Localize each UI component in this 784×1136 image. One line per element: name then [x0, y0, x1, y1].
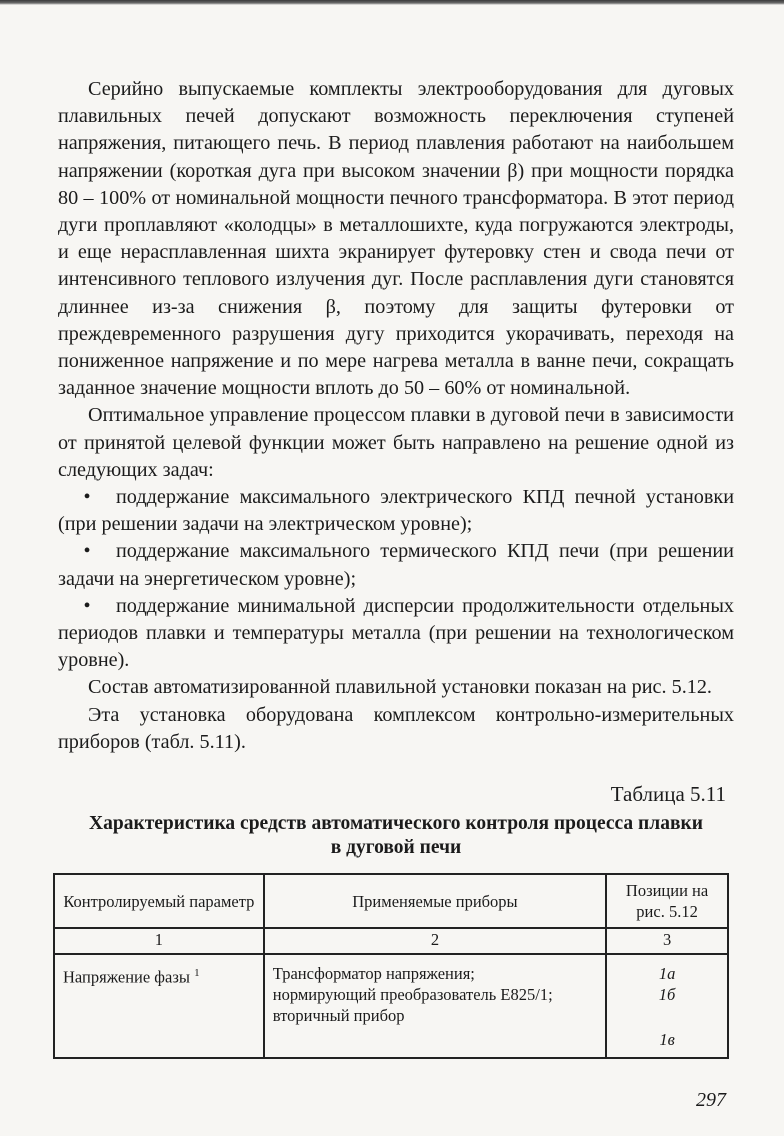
list-item-text: поддержание максимального термического КПД печи (при решении задачи на энергетическом уровне);	[58, 540, 734, 590]
table-caption: Таблица 5.11	[610, 782, 726, 806]
table-title-line-2: в дуговой печи	[330, 837, 462, 858]
parameter-text: Напряжение фазы	[63, 967, 190, 987]
device-item: Трансформатор напряжения;	[272, 964, 475, 983]
column-number: 3	[606, 928, 728, 954]
table-row	[54, 954, 728, 1058]
task-list	[58, 484, 734, 674]
list-item-text: поддержание минимальной дисперсии продолжительности отдельных периодов плавки и температуры металла (при решении на технологическом уровне).	[58, 594, 734, 672]
bullet-icon: •	[83, 594, 91, 617]
header-devices: Применяемые приборы	[264, 874, 606, 928]
page-number: 297	[696, 1089, 726, 1111]
table-title	[58, 812, 734, 860]
body-text	[58, 76, 734, 756]
paragraph-4: Эта установка оборудована комплексом контрольно-измерительных приборов (табл. 5.11).	[58, 703, 734, 753]
cell-parameter	[54, 954, 264, 1058]
position-item: 1а	[658, 964, 676, 983]
device-item: вторичный прибор	[272, 1006, 405, 1025]
table-header-row	[54, 874, 728, 928]
cell-positions	[606, 954, 728, 1058]
bullet-icon: •	[83, 486, 91, 509]
header-positions: Позиции на рис. 5.12	[606, 874, 728, 928]
list-item	[58, 538, 734, 592]
paragraph-2: Оптимальное управление процессом плавки в дуговой печи в зависимости от принятой целевой функции может быть направлено на решение одной из следующих задач:	[58, 404, 734, 481]
list-item	[58, 484, 734, 538]
instruments-table	[53, 873, 729, 1059]
list-item-text: поддержание максимального электрического КПД печной установки (при решении задачи на электрическом уровне);	[58, 486, 734, 536]
paragraph-3: Состав автоматизированной плавильной установки показан на рис. 5.12.	[88, 676, 712, 699]
table-title-line-1: Характеристика средств автоматического контроля процесса плавки	[89, 813, 703, 834]
device-item: нормирующий преобразователь Е825/1;	[272, 985, 553, 1004]
paragraph-1: Серийно выпускаемые комплекты электрооборудования для дуговых плавильных печей допускают возможность переключения ступеней напряжения, питающего печь. В период плавления работают на наибольшем напряжении (короткая дуга при высоком значении β) при мощности порядка 80 – 100% от номинальной мощности печного трансформатора. В этот период дуги проплавляют «колодцы» в металлошихте, куда погружаются электроды, и еще нерасплавленная шихта экранирует футеровку стен и свода печи от интенсивного теплового излучения дуг. После расплавления дуги становятся длиннее из-за снижения β, поэтому для защиты футеровки от преждевременного разрушения дугу приходится укорачивать, переходя на пониженное напряжение и по мере нагрева металла в ванне печи, сокращать заданное значение мощности вплоть до 50 – 60% от номинальной.	[58, 78, 734, 400]
column-number: 2	[264, 928, 606, 954]
footnote-mark: 1	[194, 967, 200, 979]
bullet-icon: •	[83, 540, 91, 563]
position-item: 1б	[658, 985, 676, 1004]
cell-devices	[264, 954, 606, 1058]
column-number-row	[54, 928, 728, 954]
position-item: 1в	[659, 1030, 675, 1049]
header-parameter: Контролируемый параметр	[54, 874, 264, 928]
list-item	[58, 593, 734, 675]
scan-top-edge	[0, 0, 784, 5]
column-number: 1	[54, 928, 264, 954]
